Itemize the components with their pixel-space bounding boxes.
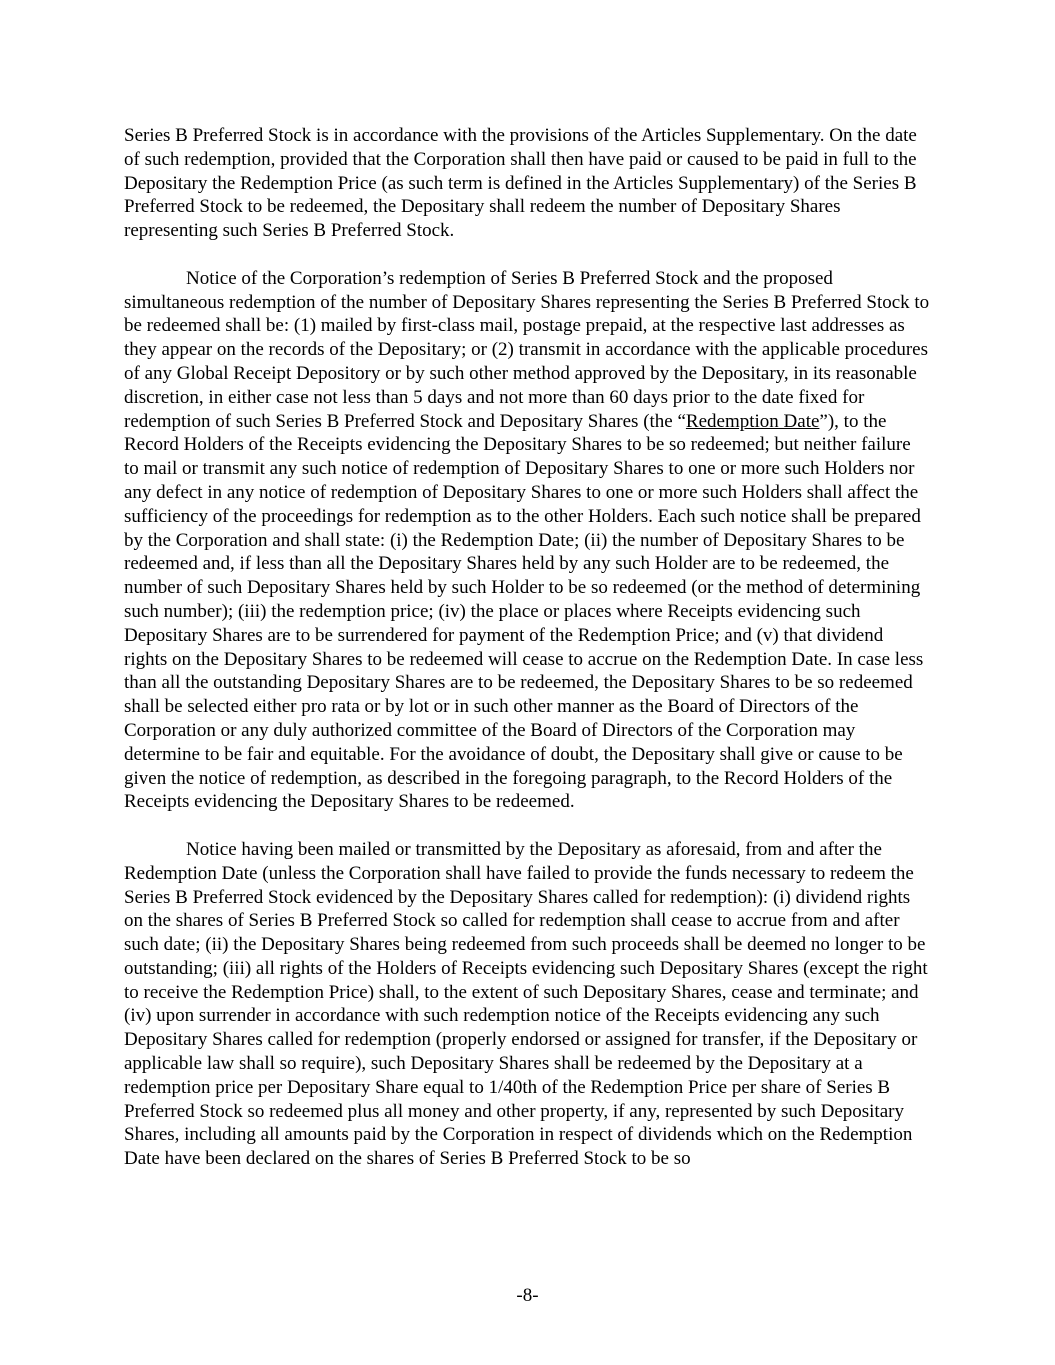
- paragraph-text-after-term: ”), to the Record Holders of the Receipts evidencing the Depositary Shares to be so redeemed; but neither failure to mail or transmit any such notice of redemption of Depositary Shares to one or more such Holders nor any defect in any notice of redemption of Depositary Shares to one or more such Holders shall affect the sufficiency of the proceedings for redemption as to the other Holders. Each such notice shall be prepared by the Corporation and shall state: (i) the Redemption Date; (ii) the number of Depositary Shares to be redeemed and, if less than all the Depositary Shares held by any such Holder are to be redeemed, the number of such Depositary Shares held by such Holder to be so redeemed (or the method of determining such number); (iii) the redemption price; (iv) the place or places where Receipts evidencing such Depositary Shares are to be surrendered for payment of the Redemption Price; and (v) that dividend rights on the Depositary Shares to be redeemed will cease to accrue on the Redemption Date. In case less than all the outstanding Depositary Shares are to be redeemed, the Depositary Shares to be so redeemed shall be selected either pro rata or by lot or in such other manner as the Board of Directors of the Corporation or any duly authorized committee of the Board of Directors of the Corporation may determine to be fair and equitable. For the avoidance of doubt, the Depositary shall give or cause to be given the notice of redemption, as described in the foregoing paragraph, to the Record Holders of the Receipts evidencing the Depositary Shares to be redeemed.: [124, 410, 924, 813]
- paragraph-continuation: Series B Preferred Stock is in accordance with the provisions of the Articles Supplementary. On the date of such redemption, provided that the Corporation shall then have paid or caused to be paid in full to the Depositary the Redemption Price (as such term is defined in the Articles Supplementary) of the Series B Preferred Stock to be redeemed, the Depositary shall redeem the number of Depositary Shares representing such Series B Preferred Stock.: [124, 125, 917, 242]
- paragraph-redemption-notice: [124, 267, 930, 814]
- document-body: [124, 124, 930, 1195]
- page-number: -8-: [516, 1285, 539, 1306]
- defined-term-redemption-date: Redemption Date: [685, 410, 820, 432]
- paragraph-effect-of-redemption: Notice having been mailed or transmitted by the Depositary as aforesaid, from and after the Redemption Date (unless the Corporation shall have failed to provide the funds necessary to redeem the Series B Preferred Stock evidenced by the Depositary Shares called for redemption): (i) dividend rights on the shares of Series B Preferred Stock so called for redemption shall cease to accrue from and after such date; (ii) the Depositary Shares being redeemed from such proceeds shall be deemed no longer to be outstanding; (iii) all rights of the Holders of Receipts evidencing such Depositary Shares (except the right to receive the Redemption Price) shall, to the extent of such Depositary Shares, cease and terminate; and (iv) upon surrender in accordance with such redemption notice of the Receipts evidencing any such Depositary Shares called for redemption (properly endorsed or assigned for transfer, if the Depositary or applicable law shall so require), such Depositary Shares shall be redeemed by the Depositary at a redemption price per Depositary Share equal to 1/40th of the Redemption Price per share of Series B Preferred Stock so redeemed plus all money and other property, if any, represented by such Depositary Shares, including all amounts paid by the Corporation in respect of dividends which on the Redemption Date have been declared on the shares of Series B Preferred Stock to be so: [124, 838, 928, 1170]
- paragraph-text-before-term: Notice of the Corporation’s redemption of Series B Preferred Stock and the proposed simultaneous redemption of the number of Depositary Shares representing the Series B Preferred Stock to be redeemed shall be: (1) mailed by first-class mail, postage prepaid, at the respective last addresses as they appear on the records of the Depositary; or (2) transmit in accordance with the applicable procedures of any Global Receipt Depository or by such other method approved by the Depositary, in its reasonable discretion, in either case not less than 5 days and not more than 60 days prior to the date fixed for redemption of such Series B Preferred Stock and Depositary Shares (the “: [124, 267, 930, 432]
